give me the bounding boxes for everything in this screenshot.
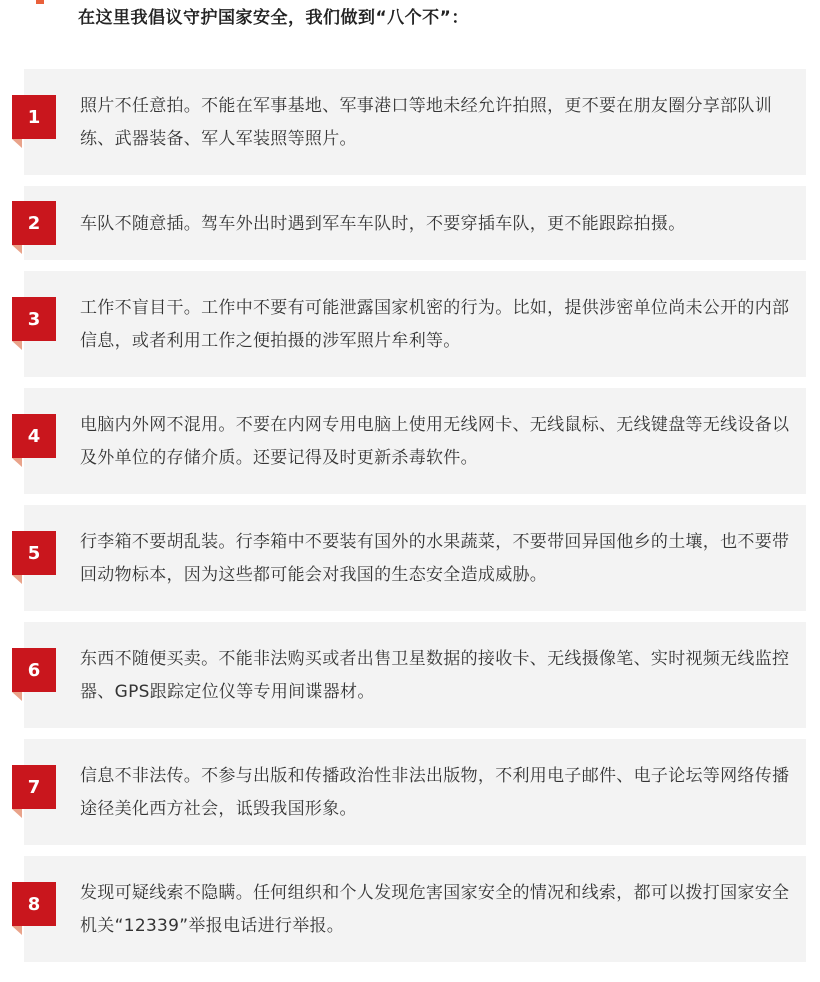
number-badge: 2 bbox=[12, 201, 56, 245]
pledge-list bbox=[12, 69, 806, 973]
list-item bbox=[24, 622, 806, 728]
number-badge: 1 bbox=[12, 95, 56, 139]
number-badge: 5 bbox=[12, 531, 56, 575]
list-item bbox=[24, 388, 806, 494]
list-item bbox=[24, 271, 806, 377]
number-badge: 6 bbox=[12, 648, 56, 692]
number-badge: 3 bbox=[12, 297, 56, 341]
list-item bbox=[24, 186, 806, 260]
number-badge: 7 bbox=[12, 765, 56, 809]
item-text: 行李箱不要胡乱装。行李箱中不要装有国外的水果蔬菜，不要带回异国他乡的土壤，也不要带回动物标本，因为这些都可能会对我国的生态安全造成威胁。 bbox=[80, 532, 790, 585]
list-item bbox=[24, 505, 806, 611]
item-text: 照片不任意拍。不能在军事基地、军事港口等地未经允许拍照，更不要在朋友圈分享部队训练、武器装备、军人军装照等照片。 bbox=[80, 96, 772, 149]
top-accent-bar bbox=[36, 0, 44, 4]
page-heading: 在这里我倡议守护国家安全，我们做到“八个不”： bbox=[78, 8, 469, 28]
item-text: 电脑内外网不混用。不要在内网专用电脑上使用无线网卡、无线鼠标、无线键盘等无线设备以及外单位的存储介质。还要记得及时更新杀毒软件。 bbox=[80, 415, 790, 468]
list-item bbox=[24, 739, 806, 845]
item-text: 东西不随便买卖。不能非法购买或者出售卫星数据的接收卡、无线摄像笔、实时视频无线监控器、GPS跟踪定位仪等专用间谍器材。 bbox=[80, 649, 790, 702]
item-text: 工作不盲目干。工作中不要有可能泄露国家机密的行为。比如，提供涉密单位尚未公开的内部信息，或者利用工作之便拍摄的涉军照片牟利等。 bbox=[80, 298, 790, 351]
number-badge: 4 bbox=[12, 414, 56, 458]
number-badge: 8 bbox=[12, 882, 56, 926]
item-text: 发现可疑线索不隐瞒。任何组织和个人发现危害国家安全的情况和线索，都可以拨打国家安全机关“12339”举报电话进行举报。 bbox=[80, 883, 790, 936]
list-item bbox=[24, 856, 806, 962]
list-item bbox=[24, 69, 806, 175]
item-text: 信息不非法传。不参与出版和传播政治性非法出版物，不利用电子邮件、电子论坛等网络传播途径美化西方社会，诋毁我国形象。 bbox=[80, 766, 790, 819]
item-text: 车队不随意插。驾车外出时遇到军车车队时，不要穿插车队，更不能跟踪拍摄。 bbox=[80, 213, 686, 234]
